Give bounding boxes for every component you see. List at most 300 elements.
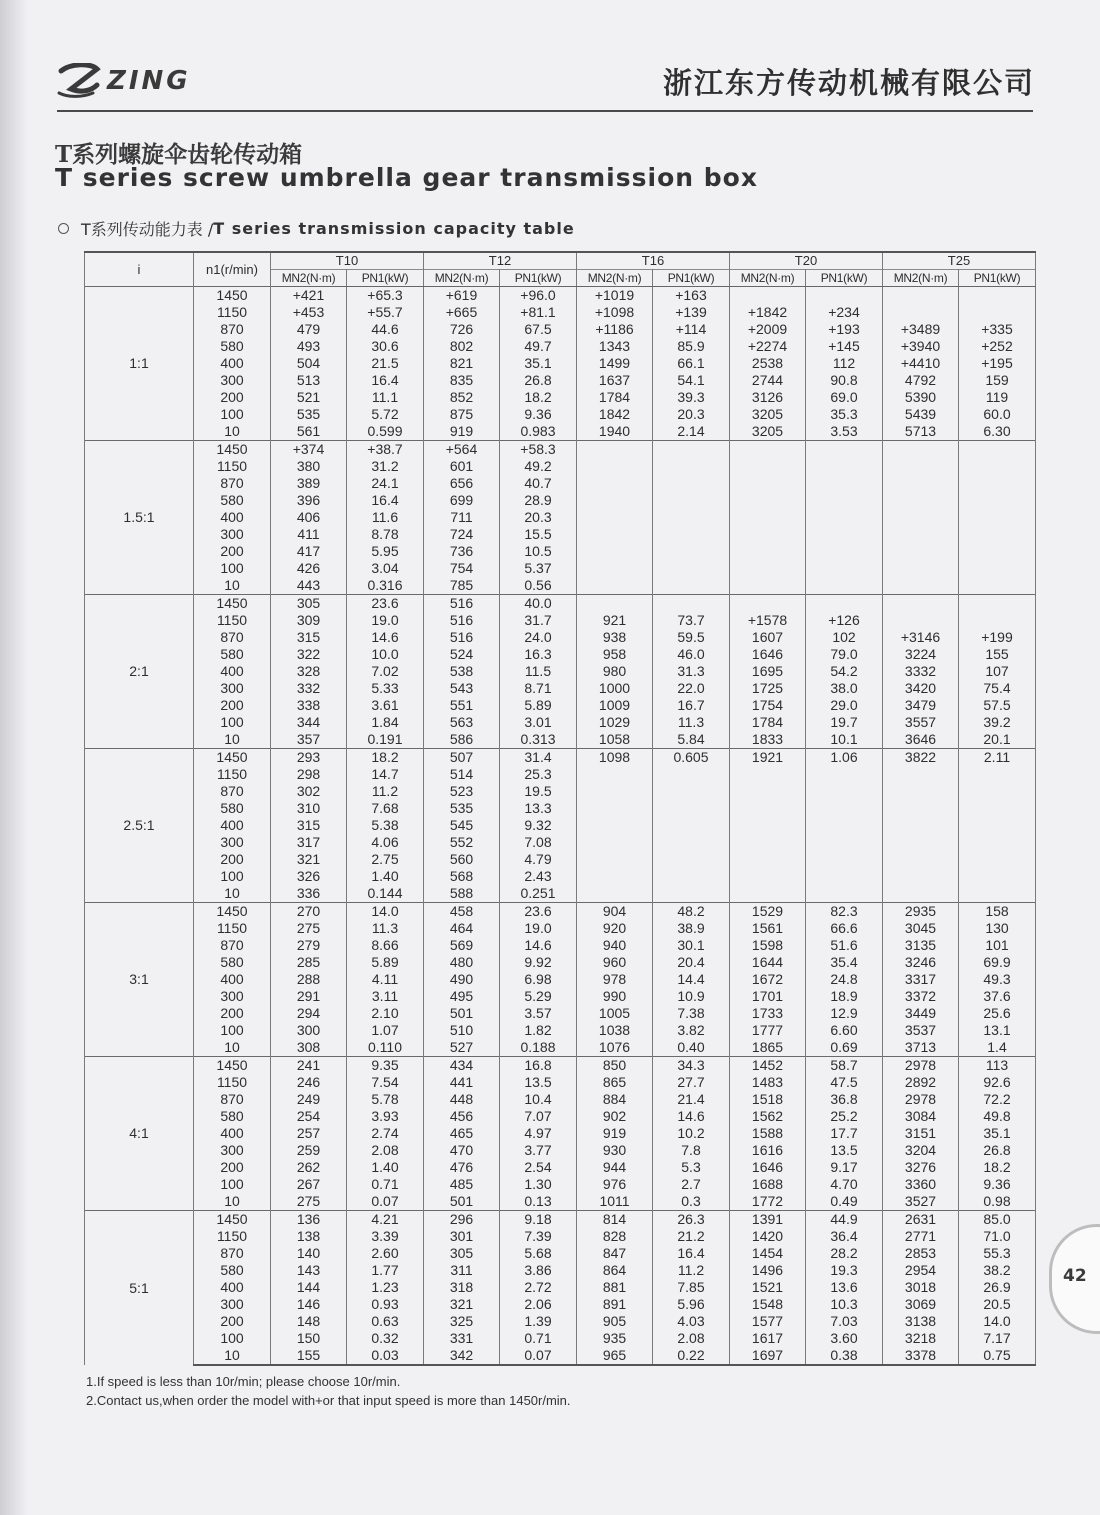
power-cell: 4.06: [347, 834, 424, 851]
torque-cell: 656: [424, 475, 500, 492]
torque-cell: 3317: [883, 971, 959, 988]
torque-cell: [883, 766, 959, 783]
power-cell: +114: [653, 321, 730, 338]
torque-cell: [577, 509, 653, 526]
table-row: [85, 1005, 1036, 1022]
power-cell: 2.75: [347, 851, 424, 868]
torque-cell: [883, 526, 959, 543]
speed-cell: 400: [194, 971, 271, 988]
torque-cell: 1454: [730, 1245, 806, 1262]
torque-cell: [883, 868, 959, 885]
speed-cell: 200: [194, 697, 271, 714]
speed-cell: 300: [194, 372, 271, 389]
power-cell: [653, 543, 730, 560]
torque-cell: 5390: [883, 389, 959, 406]
torque-cell: 1518: [730, 1091, 806, 1108]
table-row: [85, 475, 1036, 492]
power-cell: [959, 851, 1036, 868]
table-row: [85, 783, 1036, 800]
power-cell: 107: [959, 663, 1036, 680]
power-cell: 7.54: [347, 1074, 424, 1091]
power-cell: 0.71: [347, 1176, 424, 1193]
torque-cell: 552: [424, 834, 500, 851]
torque-cell: 267: [271, 1176, 347, 1193]
torque-cell: +564: [424, 441, 500, 459]
torque-cell: 5439: [883, 406, 959, 423]
bullet-circle-icon: [58, 223, 69, 234]
torque-cell: 411: [271, 526, 347, 543]
torque-cell: 601: [424, 458, 500, 475]
torque-cell: 902: [577, 1108, 653, 1125]
speed-cell: 100: [194, 1330, 271, 1347]
torque-cell: 293: [271, 749, 347, 767]
torque-cell: 523: [424, 783, 500, 800]
table-row: [85, 800, 1036, 817]
torque-cell: [730, 509, 806, 526]
power-cell: [653, 441, 730, 459]
torque-cell: 249: [271, 1091, 347, 1108]
power-cell: 16.3: [500, 646, 577, 663]
header-model-t12: T12: [424, 252, 577, 270]
power-cell: 4.03: [653, 1313, 730, 1330]
torque-cell: 246: [271, 1074, 347, 1091]
power-cell: [959, 577, 1036, 595]
power-cell: 39.3: [653, 389, 730, 406]
power-cell: 1.39: [500, 1313, 577, 1330]
torque-cell: 311: [424, 1262, 500, 1279]
torque-cell: 325: [424, 1313, 500, 1330]
torque-cell: 1343: [577, 338, 653, 355]
torque-cell: 241: [271, 1057, 347, 1075]
speed-cell: 10: [194, 423, 271, 441]
power-cell: 12.9: [806, 1005, 883, 1022]
header-torque: MN2(N·m): [271, 270, 347, 287]
power-cell: 0.144: [347, 885, 424, 903]
table-row: [85, 423, 1036, 441]
power-cell: [653, 509, 730, 526]
torque-cell: 2978: [883, 1057, 959, 1075]
power-cell: 26.8: [959, 1142, 1036, 1159]
torque-cell: 456: [424, 1108, 500, 1125]
power-cell: 1.23: [347, 1279, 424, 1296]
torque-cell: 485: [424, 1176, 500, 1193]
torque-cell: 1009: [577, 697, 653, 714]
torque-cell: [883, 304, 959, 321]
table-row: [85, 680, 1036, 697]
power-cell: [806, 851, 883, 868]
table-row: [85, 868, 1036, 885]
power-cell: 3.57: [500, 1005, 577, 1022]
torque-cell: 140: [271, 1245, 347, 1262]
power-cell: 0.599: [347, 423, 424, 441]
torque-cell: 543: [424, 680, 500, 697]
table-row: [85, 766, 1036, 783]
torque-cell: 275: [271, 1193, 347, 1211]
power-cell: +139: [653, 304, 730, 321]
torque-cell: 501: [424, 1193, 500, 1211]
power-cell: 11.2: [653, 1262, 730, 1279]
torque-cell: 699: [424, 492, 500, 509]
power-cell: [806, 800, 883, 817]
power-cell: 101: [959, 937, 1036, 954]
torque-cell: 724: [424, 526, 500, 543]
power-cell: 22.0: [653, 680, 730, 697]
subtitle-english: T series transmission capacity table: [213, 219, 575, 238]
power-cell: 14.6: [500, 937, 577, 954]
torque-cell: 285: [271, 954, 347, 971]
power-cell: 14.0: [959, 1313, 1036, 1330]
speed-cell: 1450: [194, 903, 271, 921]
power-cell: 158: [959, 903, 1036, 921]
torque-cell: 332: [271, 680, 347, 697]
power-cell: +335: [959, 321, 1036, 338]
header-torque: MN2(N·m): [883, 270, 959, 287]
speed-cell: 1150: [194, 766, 271, 783]
table-row: [85, 851, 1036, 868]
torque-cell: 1772: [730, 1193, 806, 1211]
torque-cell: 736: [424, 543, 500, 560]
torque-cell: 1646: [730, 646, 806, 663]
power-cell: [959, 783, 1036, 800]
torque-cell: 3218: [883, 1330, 959, 1347]
table-row: [85, 954, 1036, 971]
speed-cell: 1150: [194, 304, 271, 321]
speed-cell: 200: [194, 1313, 271, 1330]
torque-cell: 458: [424, 903, 500, 921]
torque-cell: [883, 441, 959, 459]
power-cell: 1.77: [347, 1262, 424, 1279]
torque-cell: 3713: [883, 1039, 959, 1057]
torque-cell: 1588: [730, 1125, 806, 1142]
table-row: [85, 1279, 1036, 1296]
power-cell: 0.316: [347, 577, 424, 595]
torque-cell: 2631: [883, 1211, 959, 1229]
power-cell: 19.0: [500, 920, 577, 937]
power-cell: [653, 766, 730, 783]
power-cell: 3.53: [806, 423, 883, 441]
torque-cell: 551: [424, 697, 500, 714]
power-cell: 2.08: [653, 1330, 730, 1347]
torque-cell: 495: [424, 988, 500, 1005]
torque-cell: [883, 851, 959, 868]
power-cell: 54.1: [653, 372, 730, 389]
power-cell: 17.7: [806, 1125, 883, 1142]
torque-cell: +1842: [730, 304, 806, 321]
torque-cell: [883, 783, 959, 800]
torque-cell: 3479: [883, 697, 959, 714]
torque-cell: 1688: [730, 1176, 806, 1193]
power-cell: 10.0: [347, 646, 424, 663]
power-cell: 85.9: [653, 338, 730, 355]
power-cell: 7.8: [653, 1142, 730, 1159]
torque-cell: 586: [424, 731, 500, 749]
ratio-cell: 2:1: [85, 595, 194, 749]
power-cell: 1.30: [500, 1176, 577, 1193]
speed-cell: 870: [194, 321, 271, 338]
power-cell: 0.188: [500, 1039, 577, 1057]
power-cell: 0.13: [500, 1193, 577, 1211]
torque-cell: +421: [271, 287, 347, 305]
power-cell: 69.0: [806, 389, 883, 406]
ratio-cell: 2.5:1: [85, 749, 194, 903]
power-cell: 6.30: [959, 423, 1036, 441]
torque-cell: [730, 560, 806, 577]
speed-cell: 300: [194, 834, 271, 851]
table-row: [85, 1228, 1036, 1245]
speed-cell: 1150: [194, 612, 271, 629]
power-cell: 0.69: [806, 1039, 883, 1057]
torque-cell: 935: [577, 1330, 653, 1347]
torque-cell: 1598: [730, 937, 806, 954]
torque-cell: [730, 868, 806, 885]
power-cell: 13.6: [806, 1279, 883, 1296]
power-cell: 34.3: [653, 1057, 730, 1075]
table-row: [85, 1245, 1036, 1262]
speed-cell: 400: [194, 817, 271, 834]
capacity-table: [84, 251, 1036, 1366]
torque-cell: 3069: [883, 1296, 959, 1313]
header-power: PN1(kW): [806, 270, 883, 287]
power-cell: [806, 526, 883, 543]
power-cell: +193: [806, 321, 883, 338]
power-cell: [653, 834, 730, 851]
power-cell: 0.75: [959, 1347, 1036, 1365]
power-cell: +199: [959, 629, 1036, 646]
table-row: [85, 304, 1036, 321]
torque-cell: 396: [271, 492, 347, 509]
power-cell: +96.0: [500, 287, 577, 305]
speed-cell: 1450: [194, 595, 271, 613]
power-cell: 23.6: [500, 903, 577, 921]
torque-cell: [577, 526, 653, 543]
power-cell: 20.3: [500, 509, 577, 526]
ratio-cell: 4:1: [85, 1057, 194, 1211]
torque-cell: 417: [271, 543, 347, 560]
section-subtitle: [58, 217, 575, 240]
power-cell: 0.3: [653, 1193, 730, 1211]
power-cell: 9.32: [500, 817, 577, 834]
table-row: [85, 441, 1036, 459]
power-cell: 49.7: [500, 338, 577, 355]
torque-cell: 3557: [883, 714, 959, 731]
torque-cell: 726: [424, 321, 500, 338]
torque-cell: 919: [577, 1125, 653, 1142]
torque-cell: 3537: [883, 1022, 959, 1039]
power-cell: [653, 577, 730, 595]
torque-cell: 588: [424, 885, 500, 903]
power-cell: 13.1: [959, 1022, 1036, 1039]
torque-cell: 527: [424, 1039, 500, 1057]
power-cell: 30.1: [653, 937, 730, 954]
torque-cell: 148: [271, 1313, 347, 1330]
power-cell: 1.82: [500, 1022, 577, 1039]
power-cell: 14.0: [347, 903, 424, 921]
power-cell: 54.2: [806, 663, 883, 680]
torque-cell: [577, 543, 653, 560]
torque-cell: 476: [424, 1159, 500, 1176]
torque-cell: 434: [424, 1057, 500, 1075]
header-model-t16: T16: [577, 252, 730, 270]
torque-cell: 2954: [883, 1262, 959, 1279]
torque-cell: 2978: [883, 1091, 959, 1108]
table-row: [85, 697, 1036, 714]
torque-cell: 136: [271, 1211, 347, 1229]
power-cell: 48.2: [653, 903, 730, 921]
power-cell: 4.79: [500, 851, 577, 868]
speed-cell: 870: [194, 1245, 271, 1262]
torque-cell: 259: [271, 1142, 347, 1159]
footnote-1: 1.If speed is less than 10r/min; please choose 10r/min.: [86, 1374, 401, 1389]
power-cell: 44.9: [806, 1211, 883, 1229]
power-cell: 31.2: [347, 458, 424, 475]
power-cell: 20.4: [653, 954, 730, 971]
torque-cell: 501: [424, 1005, 500, 1022]
power-cell: [653, 475, 730, 492]
power-cell: [959, 492, 1036, 509]
power-cell: [959, 885, 1036, 903]
power-cell: +65.3: [347, 287, 424, 305]
table-row: [85, 1057, 1036, 1075]
power-cell: 5.29: [500, 988, 577, 1005]
power-cell: 5.37: [500, 560, 577, 577]
torque-cell: [883, 543, 959, 560]
table-row: [85, 560, 1036, 577]
table-row: [85, 595, 1036, 613]
torque-cell: 507: [424, 749, 500, 767]
power-cell: 73.7: [653, 612, 730, 629]
table-row: [85, 749, 1036, 767]
power-cell: 14.6: [653, 1108, 730, 1125]
torque-cell: 875: [424, 406, 500, 423]
power-cell: 11.3: [653, 714, 730, 731]
table-row: [85, 1091, 1036, 1108]
torque-cell: 1865: [730, 1039, 806, 1057]
power-cell: 5.72: [347, 406, 424, 423]
power-cell: 9.17: [806, 1159, 883, 1176]
power-cell: [653, 595, 730, 613]
torque-cell: 1548: [730, 1296, 806, 1313]
header-power: PN1(kW): [959, 270, 1036, 287]
power-cell: 0.313: [500, 731, 577, 749]
torque-cell: [577, 560, 653, 577]
torque-cell: 919: [424, 423, 500, 441]
torque-cell: 561: [271, 423, 347, 441]
torque-cell: [577, 441, 653, 459]
power-cell: +145: [806, 338, 883, 355]
table-row: [85, 920, 1036, 937]
power-cell: [806, 287, 883, 305]
torque-cell: 262: [271, 1159, 347, 1176]
power-cell: 0.71: [500, 1330, 577, 1347]
power-cell: 72.2: [959, 1091, 1036, 1108]
torque-cell: 3205: [730, 406, 806, 423]
torque-cell: 711: [424, 509, 500, 526]
speed-cell: 580: [194, 646, 271, 663]
power-cell: 38.0: [806, 680, 883, 697]
subtitle-chinese: T系列传动能力表 /: [81, 220, 214, 239]
torque-cell: 441: [424, 1074, 500, 1091]
speed-cell: 100: [194, 406, 271, 423]
power-cell: [806, 766, 883, 783]
power-cell: 4.11: [347, 971, 424, 988]
torque-cell: 960: [577, 954, 653, 971]
table-row: [85, 1313, 1036, 1330]
power-cell: [806, 868, 883, 885]
torque-cell: 2935: [883, 903, 959, 921]
torque-cell: 3084: [883, 1108, 959, 1125]
torque-cell: 524: [424, 646, 500, 663]
power-cell: 8.78: [347, 526, 424, 543]
torque-cell: [730, 817, 806, 834]
power-cell: 7.07: [500, 1108, 577, 1125]
torque-cell: 331: [424, 1330, 500, 1347]
torque-cell: 490: [424, 971, 500, 988]
torque-cell: 568: [424, 868, 500, 885]
speed-cell: 580: [194, 492, 271, 509]
power-cell: 67.5: [500, 321, 577, 338]
power-cell: 18.2: [959, 1159, 1036, 1176]
power-cell: [653, 783, 730, 800]
torque-cell: 1420: [730, 1228, 806, 1245]
speed-cell: 1450: [194, 441, 271, 459]
power-cell: 25.3: [500, 766, 577, 783]
speed-cell: 400: [194, 509, 271, 526]
power-cell: 2.06: [500, 1296, 577, 1313]
torque-cell: [730, 526, 806, 543]
power-cell: 66.1: [653, 355, 730, 372]
torque-cell: 1672: [730, 971, 806, 988]
torque-cell: 300: [271, 1022, 347, 1039]
torque-cell: 1038: [577, 1022, 653, 1039]
speed-cell: 870: [194, 783, 271, 800]
power-cell: [959, 612, 1036, 629]
torque-cell: 3527: [883, 1193, 959, 1211]
logo-text: ZING: [107, 66, 191, 96]
torque-cell: [730, 492, 806, 509]
power-cell: 7.85: [653, 1279, 730, 1296]
torque-cell: 3276: [883, 1159, 959, 1176]
torque-cell: 1784: [730, 714, 806, 731]
torque-cell: 270: [271, 903, 347, 921]
power-cell: 0.251: [500, 885, 577, 903]
power-cell: 2.54: [500, 1159, 577, 1176]
header-model-t25: T25: [883, 252, 1036, 270]
torque-cell: 3420: [883, 680, 959, 697]
power-cell: 36.8: [806, 1091, 883, 1108]
page-binding-shadow: [0, 0, 28, 1515]
power-cell: [653, 885, 730, 903]
torque-cell: 2892: [883, 1074, 959, 1091]
table-row: [85, 372, 1036, 389]
torque-cell: [730, 834, 806, 851]
power-cell: 0.605: [653, 749, 730, 767]
power-cell: 7.02: [347, 663, 424, 680]
torque-cell: [730, 287, 806, 305]
torque-cell: 3204: [883, 1142, 959, 1159]
torque-cell: 302: [271, 783, 347, 800]
torque-cell: [577, 492, 653, 509]
power-cell: 85.0: [959, 1211, 1036, 1229]
power-cell: 0.22: [653, 1347, 730, 1365]
power-cell: 7.17: [959, 1330, 1036, 1347]
torque-cell: 479: [271, 321, 347, 338]
torque-cell: 1725: [730, 680, 806, 697]
torque-cell: +2009: [730, 321, 806, 338]
power-cell: 55.3: [959, 1245, 1036, 1262]
power-cell: 130: [959, 920, 1036, 937]
torque-cell: 3646: [883, 731, 959, 749]
torque-cell: [577, 475, 653, 492]
